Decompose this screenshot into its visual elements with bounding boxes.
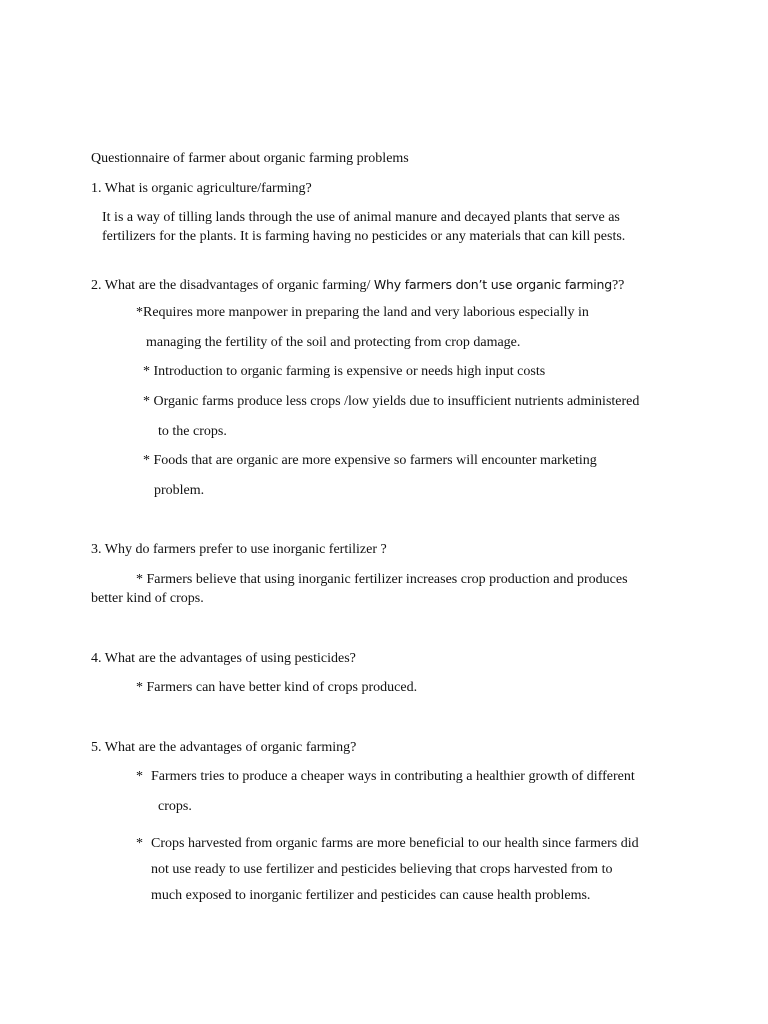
- question-2-part-3: ??: [611, 278, 625, 293]
- q5-bullet-2-star: *: [136, 836, 143, 851]
- answer-3-line-2: better kind of crops.: [91, 591, 204, 606]
- q2-bullet-4-line-2: problem.: [154, 483, 205, 498]
- q2-bullet-2-line-1: * Introduction to organic farming is expensive or needs high input costs: [143, 364, 546, 379]
- question-5: 5. What are the advantages of organic farming?: [91, 740, 357, 755]
- question-2-part-1: 2. What are the disadvantages of organic farming/: [91, 278, 374, 293]
- q5-bullet-1-line-2: crops.: [158, 799, 192, 814]
- question-2-part-2: Why farmers don’t use organic farming: [373, 277, 612, 292]
- answer-1-line-1: It is a way of tilling lands through the use of animal manure and decayed plants that serve as: [102, 210, 620, 225]
- q2-bullet-3-line-1: * Organic farms produce less crops /low yields due to insufficient nutrients administered: [143, 394, 640, 409]
- answer-3-line-1: * Farmers believe that using inorganic fertilizer increases crop production and produces: [136, 572, 628, 587]
- question-2: [91, 276, 624, 295]
- answer-1-line-2: fertilizers for the plants. It is farming having no pesticides or any materials that can kill pests.: [102, 229, 626, 244]
- q2-bullet-3-line-2: to the crops.: [158, 424, 227, 439]
- q5-bullet-2-line-3: much exposed to inorganic fertilizer and pesticides can cause health problems.: [151, 888, 591, 903]
- q2-bullet-1-line-1: *Requires more manpower in preparing the land and very laborious especially in: [136, 305, 589, 320]
- document-title: Questionnaire of farmer about organic farming problems: [91, 151, 409, 166]
- q5-bullet-2-line-2: not use ready to use fertilizer and pesticides believing that crops harvested from to: [151, 862, 613, 877]
- q2-bullet-4-line-1: * Foods that are organic are more expensive so farmers will encounter marketing: [143, 453, 597, 468]
- question-1: 1. What is organic agriculture/farming?: [91, 181, 312, 196]
- q2-bullet-1-line-2: managing the fertility of the soil and protecting from crop damage.: [146, 335, 521, 350]
- q5-bullet-1-star: *: [136, 769, 143, 784]
- q5-bullet-1-line-1: Farmers tries to produce a cheaper ways in contributing a healthier growth of different: [151, 769, 635, 784]
- question-3: 3. Why do farmers prefer to use inorganic fertilizer ?: [91, 542, 387, 557]
- answer-4-line-1: * Farmers can have better kind of crops produced.: [136, 680, 418, 695]
- question-4: 4. What are the advantages of using pesticides?: [91, 651, 356, 666]
- q5-bullet-2-line-1: Crops harvested from organic farms are more beneficial to our health since farmers did: [151, 836, 639, 851]
